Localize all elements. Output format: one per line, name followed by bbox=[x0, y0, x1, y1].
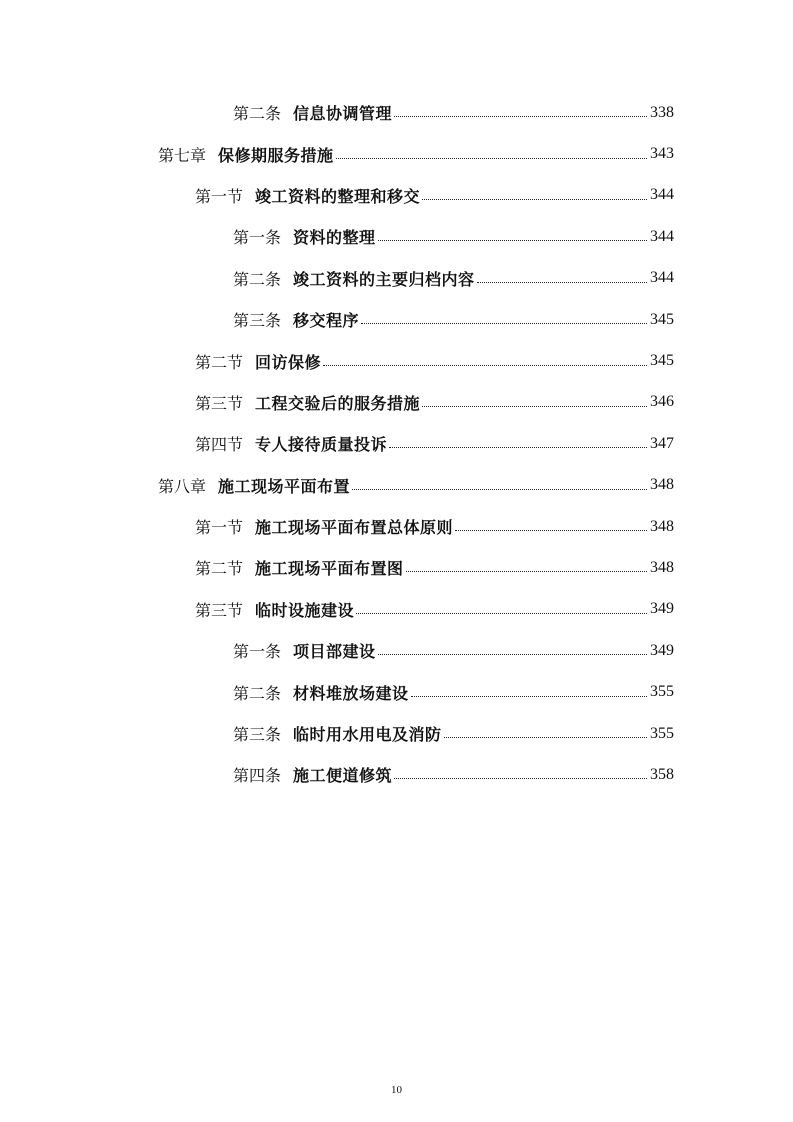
toc-entry-page: 348 bbox=[650, 558, 674, 576]
dot-leader bbox=[378, 224, 647, 241]
toc-entry-number: 第七章 bbox=[158, 145, 207, 165]
toc-entry-title: 回访保修 bbox=[255, 352, 322, 372]
toc-entry-title: 施工便道修筑 bbox=[293, 766, 393, 786]
dot-leader bbox=[422, 390, 647, 407]
toc-entry[interactable] bbox=[0, 382, 674, 423]
toc-entry-number: 第一节 bbox=[195, 518, 244, 538]
toc-entry-number: 第二条 bbox=[233, 104, 282, 124]
toc-entry[interactable] bbox=[0, 589, 674, 630]
dot-leader bbox=[394, 762, 647, 779]
toc-entry-number: 第一条 bbox=[233, 642, 282, 662]
dot-leader bbox=[378, 638, 647, 655]
page-number: 10 bbox=[391, 1084, 402, 1096]
toc-entry[interactable] bbox=[0, 423, 674, 464]
toc-entry-title: 资料的整理 bbox=[293, 228, 376, 248]
table-of-contents bbox=[0, 92, 793, 796]
dot-leader bbox=[394, 100, 647, 117]
toc-entry[interactable] bbox=[0, 754, 674, 795]
toc-entry-number: 第一条 bbox=[233, 228, 282, 248]
toc-entry[interactable] bbox=[0, 630, 674, 671]
dot-leader bbox=[406, 555, 647, 572]
toc-entry-page: 338 bbox=[650, 103, 674, 121]
toc-entry[interactable] bbox=[0, 175, 674, 216]
toc-entry-number: 第一节 bbox=[195, 186, 244, 206]
toc-entry-page: 355 bbox=[650, 683, 674, 701]
dot-leader bbox=[477, 266, 647, 283]
dot-leader bbox=[444, 721, 647, 738]
toc-entry[interactable] bbox=[0, 671, 674, 712]
toc-entry-page: 349 bbox=[650, 641, 674, 659]
dot-leader bbox=[411, 680, 647, 697]
toc-entry-page: 347 bbox=[650, 434, 674, 452]
toc-entry-number: 第三节 bbox=[195, 600, 244, 620]
toc-entry-title: 临时设施建设 bbox=[255, 600, 355, 620]
dot-leader bbox=[356, 597, 647, 614]
toc-entry-page: 358 bbox=[650, 765, 674, 783]
toc-entry[interactable] bbox=[0, 216, 674, 257]
toc-entry-title: 项目部建设 bbox=[293, 642, 376, 662]
toc-entry[interactable] bbox=[0, 547, 674, 588]
toc-entry[interactable] bbox=[0, 340, 674, 381]
dot-leader bbox=[361, 307, 647, 324]
toc-entry-page: 345 bbox=[650, 352, 674, 370]
toc-entry-title: 保修期服务措施 bbox=[218, 145, 334, 165]
toc-entry-title: 工程交验后的服务措施 bbox=[255, 393, 421, 413]
dot-leader bbox=[389, 431, 647, 448]
toc-entry-number: 第四条 bbox=[233, 766, 282, 786]
toc-entry-page: 345 bbox=[650, 310, 674, 328]
dot-leader bbox=[422, 183, 647, 200]
toc-entry-title: 竣工资料的整理和移交 bbox=[255, 186, 421, 206]
toc-entry-number: 第二条 bbox=[233, 269, 282, 289]
toc-entry-number: 第四节 bbox=[195, 435, 244, 455]
toc-entry-page: 355 bbox=[650, 724, 674, 742]
toc-entry-page: 344 bbox=[650, 227, 674, 245]
toc-entry-page: 344 bbox=[650, 186, 674, 204]
toc-entry-number: 第三节 bbox=[195, 393, 244, 413]
toc-entry-number: 第二节 bbox=[195, 559, 244, 579]
toc-entry-title: 专人接待质量投诉 bbox=[255, 435, 388, 455]
toc-entry-title: 施工现场平面布置总体原则 bbox=[255, 518, 454, 538]
toc-entry-title: 临时用水用电及消防 bbox=[293, 725, 442, 745]
toc-entry-number: 第三条 bbox=[233, 311, 282, 331]
toc-entry-title: 移交程序 bbox=[293, 311, 360, 331]
toc-entry-number: 第八章 bbox=[158, 476, 207, 496]
dot-leader bbox=[336, 142, 647, 159]
toc-entry-number: 第二节 bbox=[195, 352, 244, 372]
dot-leader bbox=[455, 514, 647, 531]
toc-entry[interactable] bbox=[0, 299, 674, 340]
toc-entry-number: 第二条 bbox=[233, 683, 282, 703]
toc-entry-page: 348 bbox=[650, 476, 674, 494]
toc-entry[interactable] bbox=[0, 133, 674, 174]
toc-entry-page: 349 bbox=[650, 600, 674, 618]
toc-entry[interactable] bbox=[0, 465, 674, 506]
toc-entry-number: 第三条 bbox=[233, 725, 282, 745]
toc-entry-title: 材料堆放场建设 bbox=[293, 683, 409, 703]
toc-entry-title: 竣工资料的主要归档内容 bbox=[293, 269, 475, 289]
dot-leader bbox=[323, 349, 647, 366]
toc-entry[interactable] bbox=[0, 258, 674, 299]
toc-entry[interactable] bbox=[0, 713, 674, 754]
toc-entry-title: 信息协调管理 bbox=[293, 104, 393, 124]
dot-leader bbox=[352, 473, 647, 490]
toc-entry[interactable] bbox=[0, 506, 674, 547]
toc-entry-page: 343 bbox=[650, 145, 674, 163]
toc-entry-title: 施工现场平面布置图 bbox=[255, 559, 404, 579]
toc-entry[interactable] bbox=[0, 92, 674, 133]
toc-entry-title: 施工现场平面布置 bbox=[218, 476, 351, 496]
toc-entry-page: 346 bbox=[650, 393, 674, 411]
toc-entry-page: 348 bbox=[650, 517, 674, 535]
toc-entry-page: 344 bbox=[650, 269, 674, 287]
